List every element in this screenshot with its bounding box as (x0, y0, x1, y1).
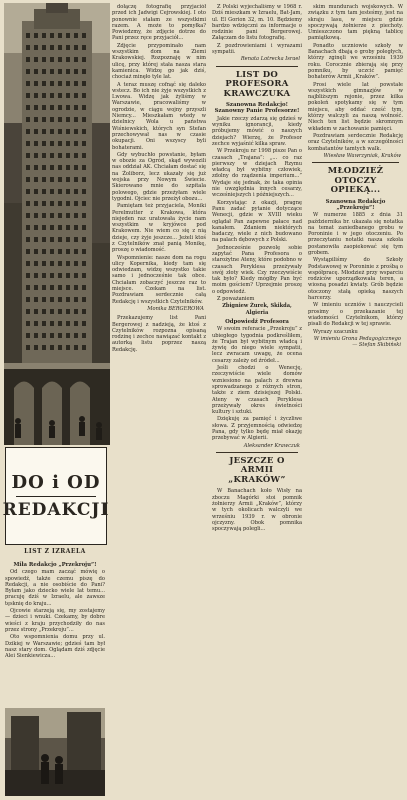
signature: Wiesław Wawrzyniak, Kraków (323, 152, 401, 159)
paragraph: Gdy wybuchło powstanie, byłam w obozie za Ogród, skąd wywozili nas oddział AK. Chciałam dostać się na Żoliborz, lecz ukazały się już wojska przy Nowym Świecie. Skierowano mnie do szpitala polowego, gdzie przeżyłam wiele tygodni. Ojciec nie przeżył obozu... (112, 151, 206, 202)
paragraph: Pamiętam też przyjaciela, Moniki Perelmutter z Krakowa, która niejeden raz uratowała życie nam wszystkim w kryjówce pod Krakowem. Nie wiem co się z nią dzieje, czy żyje jeszcze... Jeżeli ktoś z Czytelników znał panią Monikę, proszę o wiadomość. (112, 203, 206, 254)
paragraph: Wystąpiliśmy do Szkoły Podstawowej w Poroninie z prośbą o współpracę. Młodzież przy wsparciu rodziców uporządkowała teren, a wiosną posadzi kwiaty. Grób będzie otoczony stałą opieką naszych harcerzy. (308, 257, 403, 302)
paragraph: Ponadto uczniowie szkoły w Banachach dbają o groby poległych, którzy zginęli we wrześniu 1939 roku. Corocznie zbierają się przy pomniku, by uczcić pamięć bohaterów Armii „Kraków”. (308, 42, 403, 81)
paragraph: Wspomnienie: nasze dom na rogu ulicy Kopernika, kiedy tam się odwiedzam, widzę wszystko takie samo i jednocześnie tak obce. Chciałam zobaczyć jeszcze raz to miejsce. Czekam na list. Pozdrawiam serdecznie całą Redakcję i wszystkich Czytelników. (112, 254, 206, 305)
column-4-text (308, 4, 403, 796)
paragraph: W Banachach koło Wisły na zboczu Magórki stoi pomnik żołnierzy Armii „Kraków”, którzy w tych okolicach walczyli we wrześniu 1939 r. w obronie ojczyzny. Obok pomnika spoczywają polegli... (212, 488, 302, 533)
building-photo (4, 3, 110, 445)
paragraph: Przekazujemy list Pani Bergerowej z nadzieją, że ktoś z Czytelników rozpozna opisaną rodzinę i zechce nawiązać kontakt z autorką listu poprzez naszą Redakcję. (112, 315, 206, 353)
street-photo (5, 708, 105, 796)
divider (312, 162, 399, 163)
paragraph: Ojcowie starzeją się, my zostajemy — dzieci i wnuki. Czekamy, by dobre wieści z kraju przychodziły do nas przez strony „Przekroju”... (5, 608, 105, 633)
column-2-text (112, 4, 206, 796)
signature: W imieniu Grona Pedagogicznego — Stefan Skibiński (313, 335, 401, 349)
headline-mlodziez: MŁODZIEŻ OTOCZY OPIEKĄ... (327, 166, 384, 196)
banner-divider (16, 496, 96, 497)
paragraph: Korzystając z okazji, pragnę Panu zadać pytanie dotyczące Wenecji, gdzie w XVIII wieku oglądał Pan zapewne pałace nad kanałem. Zdaniem niektórych badaczy, wiele z nich budowano na palach dębowych z Polski. (212, 199, 302, 244)
paragraph: skim mundurach wojskowych. W związku z tym tam jesteśmy, jest na skraju lasu, w miejscu gdzie spoczywają żołnierze z piechoty. Umieszczono tam piękną tablicę pamiątkową. (308, 4, 403, 42)
paragraph: dołączę fotografię przyjaciół przed ich Jadwigi Cejrowskiej. I oto ponownie stałam ze wszystkimi razem. A może to pomyłka? Powiedzmy, że zdjęcie dotrze do Pani przez ręce przyjaciół... (112, 4, 206, 42)
paragraph: W numerze 1885 z dnia 31 października br. ukazała się notatka na temat zaniedbanego grobu w Poroninie i w jego otoczeniu. Po przeczytaniu notatki nasza szkoła postanowiła zaopiekować się tym grobem. (308, 212, 403, 256)
paragraph: Jednocześnie pozwolę sobie zapytać Pana Profesora o starożytne Ateny, które podobno w czasach Peryklesa przeżywały swój złoty wiek. Czy rzeczywiście tak było? Kiedy mógłby Pan być moim gościem? Uprzejmie proszę o odpowiedź. (212, 244, 302, 295)
column-3-text (212, 4, 302, 796)
signature: Renata Lotrecka Israel (240, 56, 300, 63)
signature: Zbigniew Żurek, Skikda, Algieria (222, 303, 292, 316)
salutation: Szanowna Redakcjo! Szanowny Panie Profesorze! (214, 102, 300, 115)
signature: Aleksander Krawczuk (243, 442, 300, 449)
paragraph: Dziękuję za pamięć i życzliwe słowa. Z przyjemnością odwiedzę Pana, gdy tylko będę miał okazję przebywać w Algierii. (212, 416, 302, 442)
banner-line2: REDAKCJI (2, 499, 110, 520)
headline-armia-krakow: JESZCZE O ARMII „KRAKÓW” (228, 455, 286, 485)
paragraph: Prosi wiele lat powstałe wszystkich gimnazjów w najbliższym rejonie, przez kilka pokoleń spotykamy się w tym miejscu, aby oddać cześć tym, którzy walczyli za naszą wolność. Niech ten list będzie skromnym wkładem w zachowanie pamięci. (308, 81, 403, 132)
skyscraper-illustration (4, 3, 110, 445)
paragraph: Z pozdrowieniami i wyrazami sympatii. (212, 42, 302, 56)
banner-line1: DO i OD (11, 471, 101, 493)
street-illustration (5, 708, 105, 796)
paragraph: Z Polski wyjechaliśmy w 1968 r. Dziś mieszkam w Izraelu, Bat-Jam, ul. El Gorion 32, m. 10. Będziemy bardzo wdzięczni za informacje o rodzinie pani Bergerowej. Załączam do listu fotografię. (212, 4, 302, 42)
column-1-text (5, 560, 105, 704)
headline-letter-to-professor: LIST DO PROFESORA KRAWCZUKA (223, 69, 291, 99)
paragraph: W imieniu uczniów i nauczycieli prosimy o przekazanie tej wiadomości Czytelnikom, którzy pisali do Redakcji w tej sprawie. (308, 302, 403, 328)
subheading-reply: Odpowiedź Profesora (225, 318, 289, 325)
paragraph: Zdjęcie przypominało nam wszystkim dom na Ziemi Krakowskiej. Rozpoznaję w nim ulicę, przy której stała nasza stara kamienica. Widzę go jak dziś, chociaż minęło tyle lat. (112, 42, 206, 81)
salutation: Szanowna Redakcjo „Przekroju”! (325, 198, 386, 211)
column-1-greeting: Miła Redakcjo „Przekroju”! (13, 562, 97, 568)
paragraph: Pozdrawiam serdecznie Redakcję oraz Czytelników, a w szczególności kombatantów tamtych walk. (308, 132, 403, 152)
paragraph: Jeśli chodzi o Wenecję, rzeczywiście wiele domów wzniesiono na palach z drewna sprowadzanego z różnych stron, także z ziem dzisiejszej Polski. Ateny w czasach Peryklesa przeżywały okres świetności kultury i sztuki. (212, 365, 302, 416)
paragraph: Oto wspomnienia domu przy ul. Dzikiej w Warszawie; gdzieś tam był nasz stary dom. Oglądam dziś zdjęcie Alei Sienkiewicza... (5, 634, 105, 660)
divider (216, 66, 298, 67)
paragraph: Od czego mam zacząć mówię o spowiedź, także czemu piszę do Redakcji, a nie osobiście do Pani? Byłam jako dziecko wiele lat temu... pracuję dziś w Izraelu, ale zawsze tęsknię do kraju... (5, 569, 105, 607)
section-banner (2, 447, 110, 545)
paragraph: Z poważaniem (217, 296, 255, 303)
paragraph: Wyrazy szacunku (313, 328, 358, 335)
signature: Monika BERGEROWA (147, 305, 204, 312)
subhead-israel-letter: LIST Z IZRAELA (24, 548, 86, 555)
paragraph: W swoim referacie „Przekroju” z ubiegłego tygodnia podkreśliłem, że Trajan był wybitnym władcą i żywię do niego wiele sympatii, lecz zwracam uwagę, że ocena cesarzy zależy od źródeł... (212, 326, 302, 364)
paragraph: Jakie rzeczy zdarzą się gdzieś w wyniku ignorancji, kiedy próbujemy mówić o naszych dziejach? Wierzę, że Profesor zechce wyjaśnić kilka spraw. (212, 115, 302, 147)
paragraph: W Przekroju nr 1998 pisze Pan o czasach „Trajana”: „... co raz pierwszy w dziejach Rzymu władcą był wybitny człowiek, zdolny do rządzenia imperium...” Wydaje się jednak, że taka opinia nie uwzględnia innych cesarzy, wcześniejszych i późniejszych... (212, 148, 302, 199)
divider (216, 452, 298, 453)
paragraph: A teraz muszę cofnąć się daleko wstecz. Bo ich nie żyje wszystkich z Lwowa. Widzę jak żyliśmy w Warszawie, pracowaliśmy w ogrodzie, w ciągu wojny przyszli Niemcy... Mieszkałam wtedy w dzielnicy Wola u państwa Wiśniewskich, których syn Stefan przechowywał nas w czasie okupacji. Oni wszyscy byli bohaterami. (112, 81, 206, 151)
